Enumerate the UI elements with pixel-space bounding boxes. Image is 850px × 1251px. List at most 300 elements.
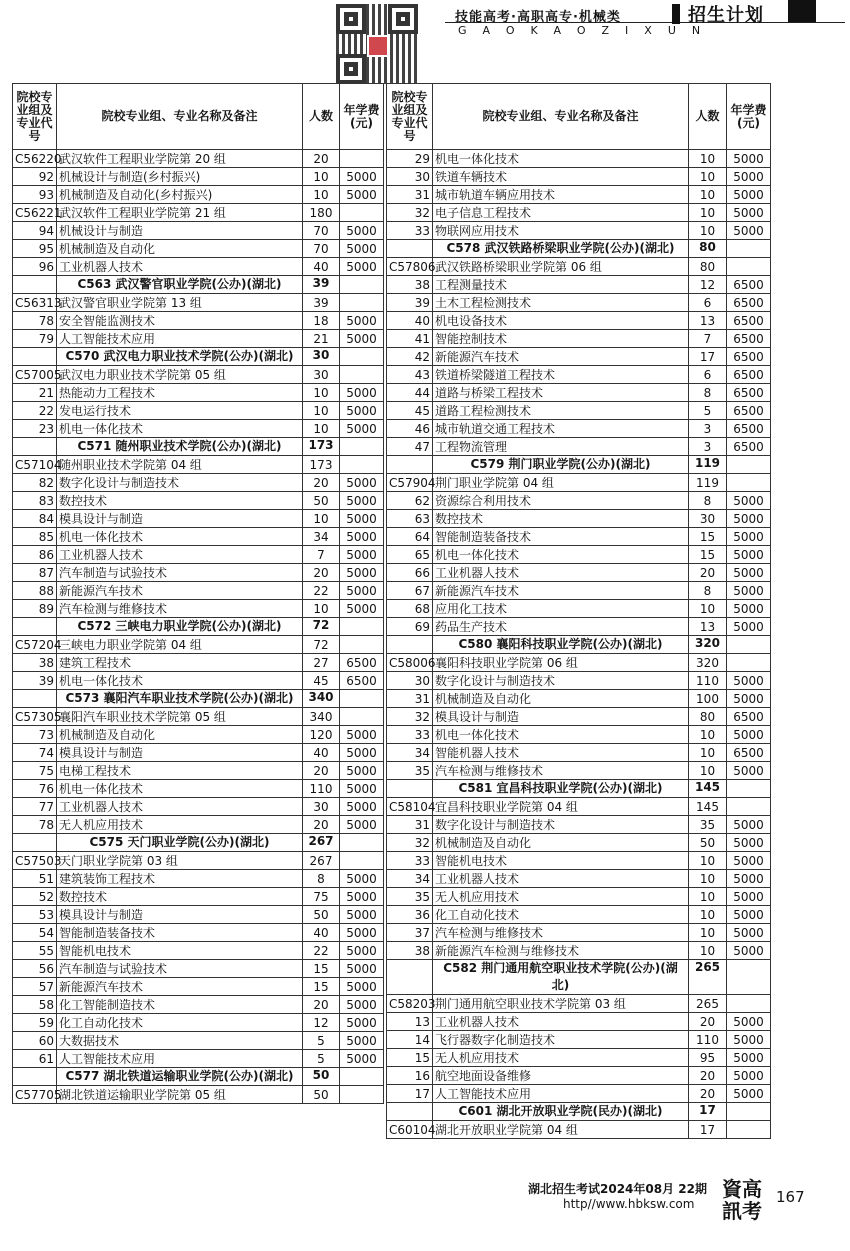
row-code: 95 [13,240,57,258]
col-header-name: 院校专业组、专业名称及备注 [57,84,303,150]
table-row [387,582,771,600]
row-code: 13 [387,1013,433,1031]
row-count: 72 [303,618,340,636]
col-header-fee: 年学费(元) [340,84,384,150]
table-row [387,384,771,402]
row-code [387,780,433,798]
row-count: 8 [303,870,340,888]
row-name: 随州职业技术学院第 04 组 [57,456,303,474]
table-row [387,798,771,816]
admission-table-left [12,83,384,1104]
row-code: C58006 [387,654,433,672]
row-code: 62 [387,492,433,510]
row-code: C57806 [387,258,433,276]
row-code: 96 [13,258,57,276]
row-code: 34 [387,744,433,762]
magazine-logo: 資高訊考 [722,1177,762,1223]
row-count: 20 [303,564,340,582]
table-row [387,564,771,582]
row-fee: 5000 [727,726,771,744]
row-code: 30 [387,168,433,186]
row-name: 机械设计与制造(乡村振兴) [57,168,303,186]
table-row [13,1050,384,1068]
row-code: 33 [387,852,433,870]
row-name: 模具设计与制造 [433,708,689,726]
table-row [387,1067,771,1085]
table-row [387,186,771,204]
row-name: 新能源汽车检测与维修技术 [433,942,689,960]
row-code: 83 [13,492,57,510]
row-code: C57005 [13,366,57,384]
row-count: 10 [689,222,727,240]
row-fee: 5000 [727,186,771,204]
row-count: 10 [689,942,727,960]
row-code: 52 [13,888,57,906]
row-name: 飞行器数字化制造技术 [433,1031,689,1049]
row-count: 7 [303,546,340,564]
table-row [13,1014,384,1032]
row-fee: 5000 [340,582,384,600]
row-count: 10 [689,186,727,204]
table-row [13,150,384,168]
table-row [387,366,771,384]
college-group-row [13,690,384,708]
row-fee: 6500 [727,438,771,456]
row-name: 电子信息工程技术 [433,204,689,222]
row-fee: 6500 [727,294,771,312]
row-fee: 6500 [727,366,771,384]
college-name: C577 湖北铁道运输职业学院(公办)(湖北) [57,1068,303,1086]
table-row [13,366,384,384]
row-count: 20 [303,816,340,834]
college-name: C601 湖北开放职业学院(民办)(湖北) [433,1103,689,1121]
row-name: 道路工程检测技术 [433,402,689,420]
row-count: 10 [689,888,727,906]
row-code [13,276,57,294]
row-name: 药品生产技术 [433,618,689,636]
row-fee: 5000 [727,204,771,222]
row-code: 93 [13,186,57,204]
row-code: 33 [387,222,433,240]
row-count: 17 [689,1121,727,1139]
college-group-row [13,348,384,366]
table-row [13,222,384,240]
row-count: 6 [689,294,727,312]
row-fee: 5000 [727,906,771,924]
row-name: 数字化设计与制造技术 [433,672,689,690]
table-row [13,168,384,186]
row-count: 80 [689,258,727,276]
row-code [13,1068,57,1086]
row-fee: 5000 [340,420,384,438]
row-name: 模具设计与制造 [57,510,303,528]
row-fee: 5000 [727,564,771,582]
table-row [387,1121,771,1139]
row-fee [727,456,771,474]
row-fee: 5000 [340,546,384,564]
row-name: 人工智能技术应用 [433,1085,689,1103]
table-row [387,852,771,870]
table-row [387,438,771,456]
table-row [387,924,771,942]
row-code: 68 [387,600,433,618]
table-row [387,294,771,312]
row-count: 30 [303,348,340,366]
row-name: 湖北铁道运输职业学院第 05 组 [57,1086,303,1104]
row-code: 46 [387,420,433,438]
row-fee: 5000 [727,672,771,690]
row-code [13,348,57,366]
row-name: 机电一体化技术 [433,546,689,564]
row-fee: 6500 [727,402,771,420]
row-count: 10 [303,186,340,204]
row-count: 10 [303,420,340,438]
row-count: 10 [303,510,340,528]
table-row [387,330,771,348]
col-header-code: 院校专业组及专业代号 [13,84,57,150]
table-row [387,528,771,546]
college-group-row [13,1068,384,1086]
row-count: 12 [303,1014,340,1032]
row-code: 29 [387,150,433,168]
row-code: 64 [387,528,433,546]
table-row [13,762,384,780]
table-row [13,546,384,564]
row-code: 60 [13,1032,57,1050]
row-code: 17 [387,1085,433,1103]
row-code: 43 [387,366,433,384]
row-code: 35 [387,762,433,780]
row-name: 天门职业学院第 03 组 [57,852,303,870]
row-code: C57305 [13,708,57,726]
row-name: 模具设计与制造 [57,744,303,762]
row-fee: 5000 [340,726,384,744]
row-name: 数控技术 [57,888,303,906]
row-code: 47 [387,438,433,456]
row-fee: 5000 [340,798,384,816]
col-header-fee: 年学费(元) [727,84,771,150]
row-code: C57204 [13,636,57,654]
row-name: 无人机应用技术 [57,816,303,834]
row-name: 新能源汽车技术 [57,978,303,996]
row-fee: 5000 [727,582,771,600]
row-count: 70 [303,222,340,240]
row-fee: 5000 [727,762,771,780]
row-count: 5 [689,402,727,420]
row-fee: 5000 [727,600,771,618]
row-fee: 5000 [340,1014,384,1032]
row-fee [340,1068,384,1086]
header-divider [445,22,845,23]
row-count: 100 [689,690,727,708]
row-count: 3 [689,438,727,456]
row-code: 39 [13,672,57,690]
row-code [13,438,57,456]
row-fee [727,995,771,1013]
table-row [387,654,771,672]
college-name: C582 荆门通用航空职业技术学院(公办)(湖北) [433,960,689,995]
row-name: 武汉软件工程职业学院第 20 组 [57,150,303,168]
row-name: 航空地面设备维修 [433,1067,689,1085]
row-count: 39 [303,276,340,294]
table-row [13,312,384,330]
row-fee [340,276,384,294]
college-group-row [387,780,771,798]
table-row [387,1085,771,1103]
row-code: 32 [387,708,433,726]
college-group-row [13,834,384,852]
row-fee: 5000 [340,384,384,402]
row-name: 物联网应用技术 [433,222,689,240]
row-fee: 6500 [727,312,771,330]
row-count: 7 [689,330,727,348]
row-name: 数字化设计与制造技术 [57,474,303,492]
table-row [13,474,384,492]
row-name: 大数据技术 [57,1032,303,1050]
row-fee: 5000 [340,906,384,924]
row-count: 5 [303,1050,340,1068]
table-row [387,1013,771,1031]
table-row [13,420,384,438]
row-name: 荆门职业学院第 04 组 [433,474,689,492]
col-header-count: 人数 [303,84,340,150]
table-row [387,708,771,726]
row-name: 机电一体化技术 [433,726,689,744]
row-fee: 5000 [340,240,384,258]
college-group-row [387,240,771,258]
table-row [13,510,384,528]
row-name: 模具设计与制造 [57,906,303,924]
row-count: 20 [303,996,340,1014]
row-fee [727,258,771,276]
row-code: 38 [13,654,57,672]
row-fee [727,780,771,798]
row-code: 88 [13,582,57,600]
row-count: 45 [303,672,340,690]
row-code: 63 [387,510,433,528]
row-count: 173 [303,456,340,474]
row-name: 人工智能技术应用 [57,330,303,348]
row-count: 120 [303,726,340,744]
row-code: 61 [13,1050,57,1068]
row-count: 10 [689,906,727,924]
row-name: 数控技术 [57,492,303,510]
page-number: 167 [776,1188,805,1206]
row-fee [340,834,384,852]
row-code: 33 [387,726,433,744]
table-row [13,402,384,420]
footer-url: http//www.hbksw.com [563,1197,695,1211]
row-fee: 5000 [340,744,384,762]
row-code: 45 [387,402,433,420]
row-code: 84 [13,510,57,528]
row-count: 10 [689,762,727,780]
row-fee: 6500 [727,744,771,762]
row-count: 10 [689,204,727,222]
row-name: 工业机器人技术 [433,564,689,582]
row-code [387,960,433,995]
row-fee: 5000 [340,960,384,978]
qr-code [336,4,418,84]
row-count: 20 [689,1085,727,1103]
row-code: 86 [13,546,57,564]
row-count: 72 [303,636,340,654]
row-fee: 5000 [340,978,384,996]
table-row [13,816,384,834]
row-fee: 5000 [727,222,771,240]
college-name: C573 襄阳汽车职业技术学院(公办)(湖北) [57,690,303,708]
row-name: 资源综合利用技术 [433,492,689,510]
table-row [13,960,384,978]
row-count: 50 [303,492,340,510]
row-name: 汽车检测与维修技术 [57,600,303,618]
row-code: C58104 [387,798,433,816]
row-count: 110 [303,780,340,798]
row-fee: 6500 [340,672,384,690]
row-code: 78 [13,312,57,330]
row-fee: 5000 [727,528,771,546]
header-bar-mark [672,4,680,24]
row-fee: 5000 [340,186,384,204]
row-count: 119 [689,474,727,492]
row-count: 267 [303,852,340,870]
row-count: 15 [303,960,340,978]
row-name: 武汉电力职业技术学院第 05 组 [57,366,303,384]
row-name: 建筑装饰工程技术 [57,870,303,888]
row-name: 道路与桥梁工程技术 [433,384,689,402]
header-subtitle: GAOKAOZIXUN [458,24,717,37]
table-row [13,852,384,870]
table-row [387,888,771,906]
row-count: 265 [689,960,727,995]
table-row [387,870,771,888]
row-name: 土木工程检测技术 [433,294,689,312]
row-name: 机电一体化技术 [57,672,303,690]
college-name: C579 荆门职业学院(公办)(湖北) [433,456,689,474]
row-code: 37 [387,924,433,942]
row-count: 10 [689,744,727,762]
row-code: 57 [13,978,57,996]
header-category: 技能高考·高职高专·机械类 [455,10,621,25]
row-fee: 5000 [727,168,771,186]
row-name: 武汉铁路桥梁职业学院第 06 组 [433,258,689,276]
row-name: 发电运行技术 [57,402,303,420]
row-fee: 5000 [340,1050,384,1068]
row-name: 武汉软件工程职业学院第 21 组 [57,204,303,222]
table-row [13,564,384,582]
table-row [13,942,384,960]
row-name: 机械制造及自动化 [433,690,689,708]
row-fee [340,708,384,726]
row-code [387,636,433,654]
row-code: 59 [13,1014,57,1032]
table-row [13,330,384,348]
table-row [13,1086,384,1104]
table-row [387,276,771,294]
college-name: C581 宜昌科技职业学院(公办)(湖北) [433,780,689,798]
row-count: 10 [689,600,727,618]
row-fee: 5000 [727,618,771,636]
row-fee: 5000 [340,474,384,492]
row-count: 10 [689,870,727,888]
row-fee [340,204,384,222]
row-count: 10 [689,150,727,168]
row-count: 8 [689,384,727,402]
row-code: C57904 [387,474,433,492]
row-count: 10 [303,402,340,420]
table-row [387,348,771,366]
row-name: 机电一体化技术 [57,780,303,798]
row-fee: 6500 [727,330,771,348]
row-code: 40 [387,312,433,330]
row-fee: 5000 [340,780,384,798]
row-code: 21 [13,384,57,402]
row-fee [340,438,384,456]
row-name: 工业机器人技术 [57,258,303,276]
row-fee: 5000 [727,150,771,168]
row-count: 20 [303,762,340,780]
table-row [13,204,384,222]
row-name: 新能源汽车技术 [57,582,303,600]
table-row [13,582,384,600]
row-code [387,240,433,258]
row-fee: 5000 [727,852,771,870]
col-header-count: 人数 [689,84,727,150]
row-count: 40 [303,258,340,276]
row-fee: 5000 [340,312,384,330]
row-count: 267 [303,834,340,852]
row-fee: 5000 [727,1085,771,1103]
row-fee [340,618,384,636]
row-count: 50 [303,1068,340,1086]
row-code: 15 [387,1049,433,1067]
row-name: 数控技术 [433,510,689,528]
row-fee: 6500 [727,276,771,294]
row-code: 89 [13,600,57,618]
row-name: 湖北开放职业学院第 04 组 [433,1121,689,1139]
row-code: 74 [13,744,57,762]
row-fee [727,960,771,995]
table-row [13,744,384,762]
row-code: C57503 [13,852,57,870]
row-name: 化工自动化技术 [57,1014,303,1032]
row-name: 汽车制造与试验技术 [57,564,303,582]
row-code: 35 [387,888,433,906]
row-fee: 5000 [340,402,384,420]
row-count: 12 [689,276,727,294]
row-code: 38 [387,942,433,960]
table-row [13,384,384,402]
row-fee: 5000 [340,942,384,960]
row-name: 安全智能监测技术 [57,312,303,330]
row-name: 无人机应用技术 [433,1049,689,1067]
row-fee: 5000 [727,1049,771,1067]
row-count: 340 [303,690,340,708]
row-code: 39 [387,294,433,312]
row-name: 襄阳汽车职业技术学院第 05 组 [57,708,303,726]
table-row [13,780,384,798]
row-code: 32 [387,834,433,852]
row-code: 66 [387,564,433,582]
table-row [387,672,771,690]
row-code [13,690,57,708]
row-fee: 5000 [340,924,384,942]
table-row [387,1031,771,1049]
row-code: 85 [13,528,57,546]
row-count: 30 [303,798,340,816]
row-name: 城市轨道交通工程技术 [433,420,689,438]
row-fee: 5000 [727,924,771,942]
